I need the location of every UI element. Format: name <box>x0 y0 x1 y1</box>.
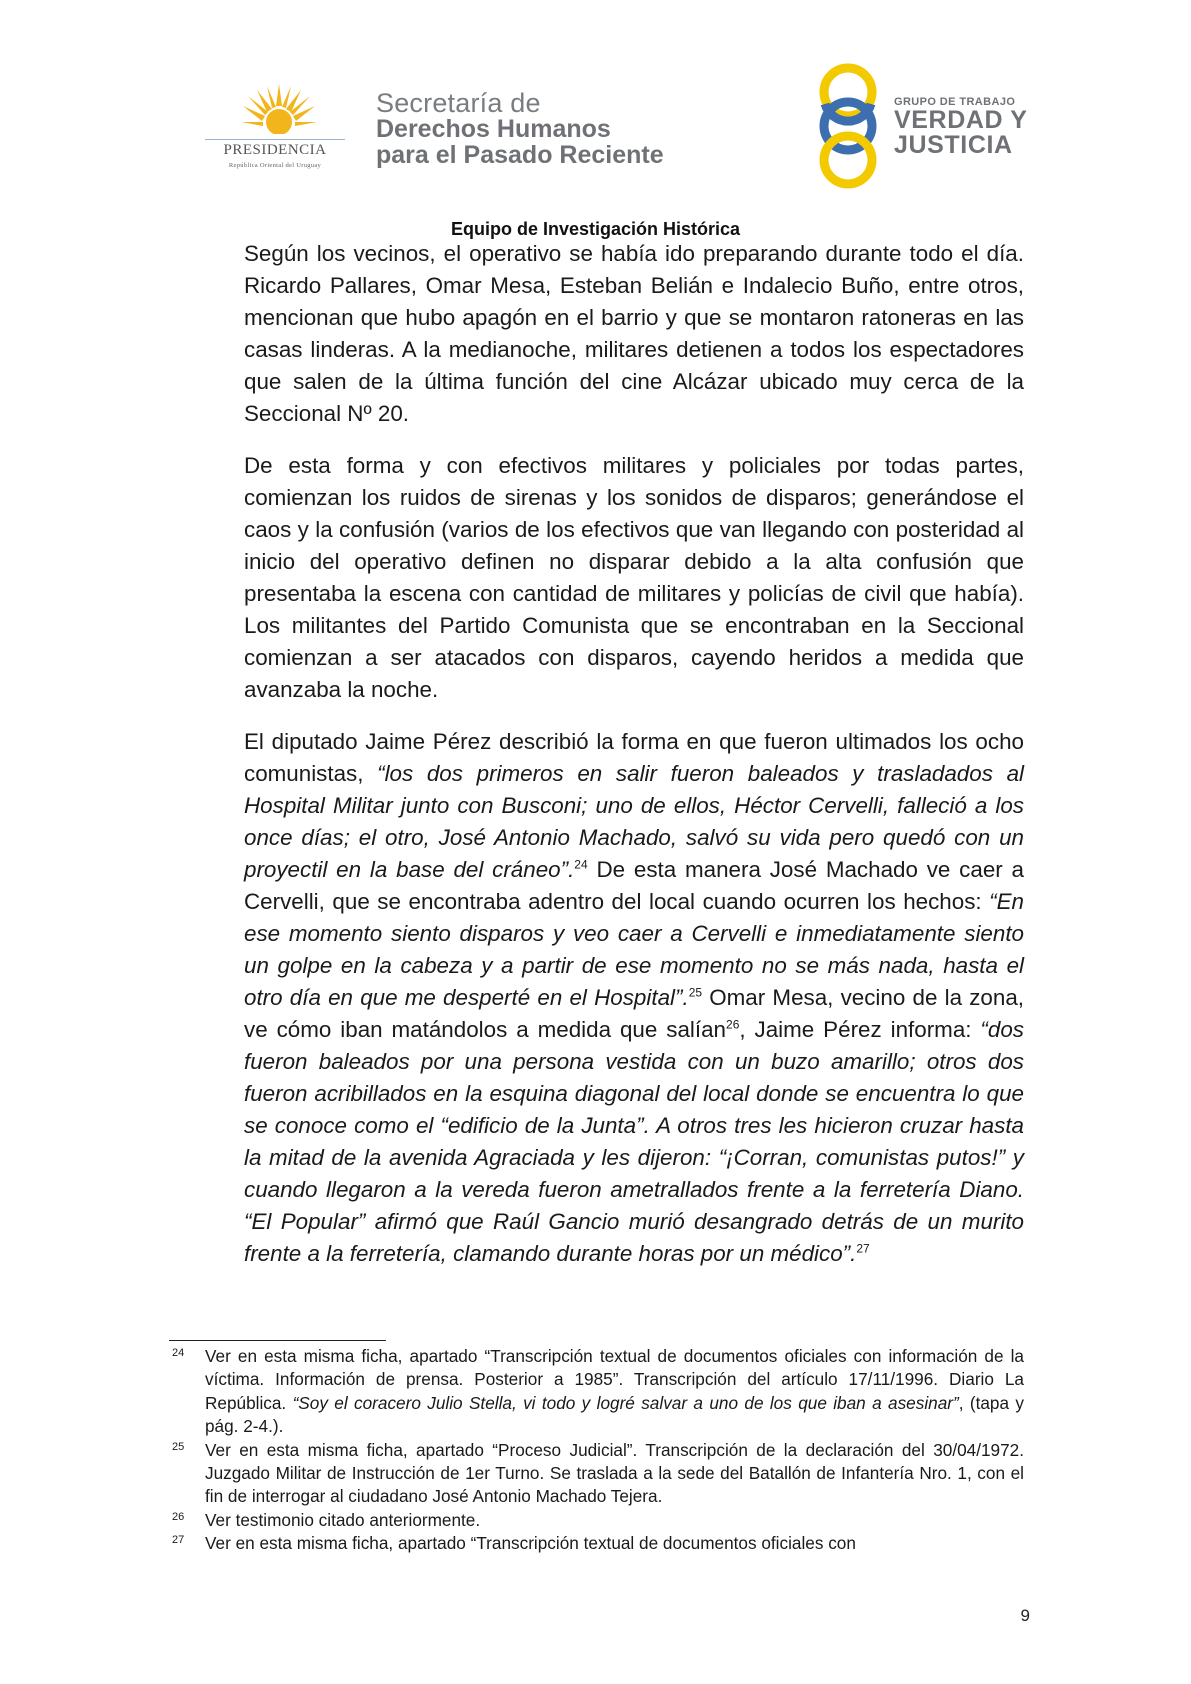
main-text <box>244 238 1024 1290</box>
secretaria-line2: Derechos Humanos <box>376 115 611 143</box>
secretaria-line3: para el Pasado Reciente <box>376 141 664 169</box>
footnote-ref-25[interactable]: 25 <box>688 985 703 1000</box>
footnote-25 <box>169 1439 1024 1509</box>
team-title: Equipo de Investigación Histórica <box>450 219 741 239</box>
footnote-text: Ver testimonio citado anteriormente. <box>205 1509 481 1530</box>
footnote-number: 27 <box>172 1534 185 1547</box>
verdad-line: VERDAD Y <box>894 106 1028 134</box>
p3-quote-1: “los dos primeros en salir fueron baleados y trasladados al Hospital Militar junto con Busconi; uno de ellos, Héctor Cervelli, falleció a los once días; el otro, José Antonio Machado, salvó su vida pero quedó con un proyectil en la base del cráneo”. <box>244 761 1024 882</box>
footnote-26 <box>169 1509 1024 1532</box>
sun-icon <box>241 82 317 142</box>
p3-quote-3: “dos fueron baleados por una persona vestida con un buzo amarillo; otros dos fueron acribillados en la esquina diagonal del local donde se encuentra lo que se conoce como el “edificio de la Junta”. A otros tres les hicieron cruzar hasta la mitad de la avenida Agraciada y les dijeron: “¡Corran, comunistas putos!” y cuando llegaron a la vereda fueron ametrallados frente a la ferretería Diano. “El Popular” afirmó que Raúl Gancio murió desangrado detrás de un murito frente a la ferretería, clamando durante horas por un médico”. <box>244 1017 1024 1266</box>
paragraph-1: Según los vecinos, el operativo se había ido preparando durante todo el día. Ricardo Pallares, Omar Mesa, Esteban Belián e Indalecio Buño, entre otros, mencionan que hubo apagón en el barrio y que se montaron ratoneras en las casas linderas. A la medianoche, militares detienen a todos los espectadores que salen de la última función del cine Alcázar ubicado muy cerca de la Seccional Nº 20. <box>244 241 1024 426</box>
secretaria-line1: Secretaría de <box>376 88 541 118</box>
grupo-trabajo-label: GRUPO DE TRABAJO <box>894 96 1016 108</box>
footnote-number: 25 <box>172 1440 185 1453</box>
footnote-separator <box>169 1340 386 1341</box>
paragraph-2: De esta forma y con efectivos militares y policiales por todas partes, comienzan los ruidos de sirenas y los sonidos de disparos; generándose el caos y la confusión (varios de los efectivos que van llegando con posteridad al inicio del operativo definen no disparar debido a la alta confusión que presentaba la escena con cantidad de militares y policías de civil que había). Los militantes del Partido Comunista que se encontraban en la Seccional comienzan a ser atacados con disparos, cayendo heridos a medida que avanzaba la noche. <box>244 453 1024 702</box>
p3-text-3: Omar Mesa, vecino de la zona, ve cómo iban matándolos a medida que salían <box>244 985 1024 1042</box>
secretaria-logo-text <box>376 90 664 168</box>
presidencia-word: PRESIDENCIA <box>223 142 327 158</box>
footnote-24 <box>169 1345 1024 1439</box>
footnote-italic: “Soy el coracero Julio Stella, vi todo y logré salvar a uno de los que iban a asesinar” <box>292 1392 959 1413</box>
rings-icon <box>808 62 888 190</box>
p3-text-4: , Jaime Pérez informa: <box>739 1017 981 1042</box>
p3-text-2: De esta manera José Machado ve caer a Cervelli, que se encontraba adentro del local cuando ocurren los hechos: <box>244 857 1024 914</box>
paragraph-3 <box>244 726 1024 1270</box>
p3-text-1: El diputado Jaime Pérez describió la forma en que fueron ultimados los ocho comunistas, <box>244 729 1024 786</box>
footnotes <box>169 1345 1024 1556</box>
footnote-number: 24 <box>172 1347 185 1359</box>
page-number: 9 <box>1020 1606 1030 1625</box>
presidencia-logo <box>195 82 355 177</box>
footnote-text: Ver en esta misma ficha, apartado “Proceso Judicial”. Transcripción de la declaración del 30/04/1972. Juzgado Militar de Instrucción de 1er Turno. Se traslada a la sede del Batallón de Infantería Nro. 1, con el fin de interrogar al ciudadano José Antonio Machado Tejera. <box>205 1439 1024 1507</box>
footnote-tail: , (tapa y pág. 2-4.). <box>205 1392 1024 1437</box>
verdad-justicia-label <box>894 108 1028 158</box>
footnote-text: Ver en esta misma ficha, apartado “Transcripción textual de documentos oficiales con información de la víctima. Información de prensa. Posterior a 1985”. Transcripción del artículo 17/11/1996. Diario La República. <box>205 1346 1024 1413</box>
p3-quote-2: “En ese momento siento disparos y veo caer a Cervelli e inmediatamente siento un golpe en la cabeza y a partir de ese momento no se más nada, hasta el otro día en que me desperté en el Hospital”. <box>244 889 1024 1010</box>
footnote-ref-26[interactable]: 26 <box>726 1017 740 1032</box>
presidencia-rule <box>205 139 345 140</box>
footnote-27 <box>169 1532 1024 1555</box>
footnote-ref-27[interactable]: 27 <box>856 1241 870 1256</box>
footnote-text: Ver en esta misma ficha, apartado “Transcripción textual de documentos oficiales con <box>205 1533 856 1554</box>
presidencia-subtitle: República Oriental del Uruguay <box>228 162 322 169</box>
footnote-ref-24[interactable]: 24 <box>574 857 588 872</box>
footnote-number: 26 <box>172 1510 185 1523</box>
grupo-trabajo-logo <box>808 62 1028 190</box>
justicia-line: JUSTICIA <box>894 131 1013 159</box>
